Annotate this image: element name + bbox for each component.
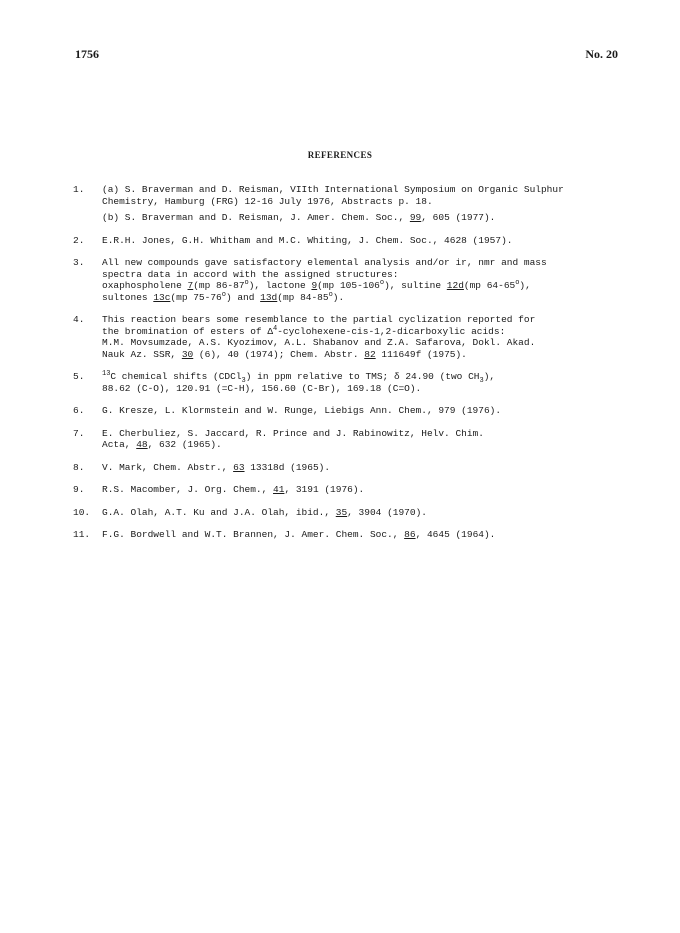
- section-title: REFERENCES: [307, 150, 373, 160]
- reference-text: V. Mark, Chem. Abstr., 63 13318d (1965).: [102, 461, 331, 473]
- reference-item: [73, 484, 633, 496]
- reference-text: G. Kresze, L. Klormstein and W. Runge, Liebigs Ann. Chem., 979 (1976).: [102, 405, 502, 416]
- reference-number: 4.: [73, 314, 85, 325]
- reference-item: [73, 235, 633, 247]
- reference-number: 5.: [73, 371, 85, 382]
- reference-text: F.G. Bordwell and W.T. Brannen, J. Amer. Chem. Soc., 86, 4645 (1964).: [102, 529, 496, 540]
- reference-number: 11.: [73, 529, 91, 540]
- reference-item: [73, 257, 633, 303]
- reference-list: [73, 184, 633, 552]
- reference-item: [73, 428, 633, 451]
- reference-number: 7.: [73, 427, 85, 439]
- reference-number: 2.: [73, 234, 85, 246]
- reference-text: All new compounds gave satisfactory elemental analysis and/or ir, nmr and mass spectra data in accord with the assigned structures: oxaphospholene 7(mp 86-87$^o$), lactone 9(mp 105-106$^o$), sultine 12d(mp 64-65$^o$), sultones 13c(mp 75-76$^o$) and 13d(mp 84-85$^o$).: [102, 257, 547, 303]
- reference-number: 3.: [73, 257, 85, 268]
- reference-item: [73, 529, 633, 541]
- reference-text: (a) S. Braverman and D. Reisman, VIIth International Symposium on Organic Sulphur Chemistry, Hamburg (FRG) 12-16 July 1976, Abstracts p. 18. (b) S. Braverman and D. Reisman, J. Amer. Chem. Soc., 99, 605 (1977).: [102, 184, 564, 223]
- reference-text: G.A. Olah, A.T. Ku and J.A. Olah, ibid., 35, 3904 (1970).: [102, 506, 427, 518]
- reference-number: 10.: [73, 506, 91, 518]
- reference-text: E.R.H. Jones, G.H. Whitham and M.C. Whiting, J. Chem. Soc., 4628 (1957).: [102, 234, 513, 246]
- reference-item: [73, 507, 633, 519]
- reference-text: E. Cherbuliez, S. Jaccard, R. Prince and J. Rabinowitz, Helv. Chim. Acta, 48, 632 (1965).: [102, 427, 484, 450]
- reference-number: 6.: [73, 405, 85, 416]
- reference-item: [73, 462, 633, 474]
- reference-text: R.S. Macomber, J. Org. Chem., 41, 3191 (1976).: [102, 484, 365, 495]
- reference-item: [73, 184, 633, 224]
- reference-text: $^{13}$C chemical shifts (CDCl$_3$) in ppm relative to TMS; δ 24.90 (two $CH_3$), 88.62 (C-O), 120.91 (=C-H), 156.60 (C-Br), 169.18 (C=O).: [102, 369, 496, 394]
- reference-number: 8.: [73, 461, 85, 473]
- reference-number: 9.: [73, 484, 85, 495]
- reference-item: [73, 405, 633, 417]
- issue-number: No. 20: [585, 47, 618, 61]
- reference-item: [73, 314, 633, 360]
- reference-number: 1.: [73, 184, 85, 195]
- reference-text: This reaction bears some resemblance to the partial cyclization reported for the bromination of esters of $\Delta^4-cyclohexene-cis-1,2$-dicarboxylic acids: M.M. Movsumzade, A.S. Kyozimov, A.L. Shabanov and Z.A. Safarova, Dokl. Akad. Nauk Az. SSR, 30 (6), 40 (1974); Chem. Abstr. 82 111649f (1975).: [102, 314, 536, 360]
- page-number: 1756: [75, 47, 99, 61]
- reference-item: [73, 371, 633, 394]
